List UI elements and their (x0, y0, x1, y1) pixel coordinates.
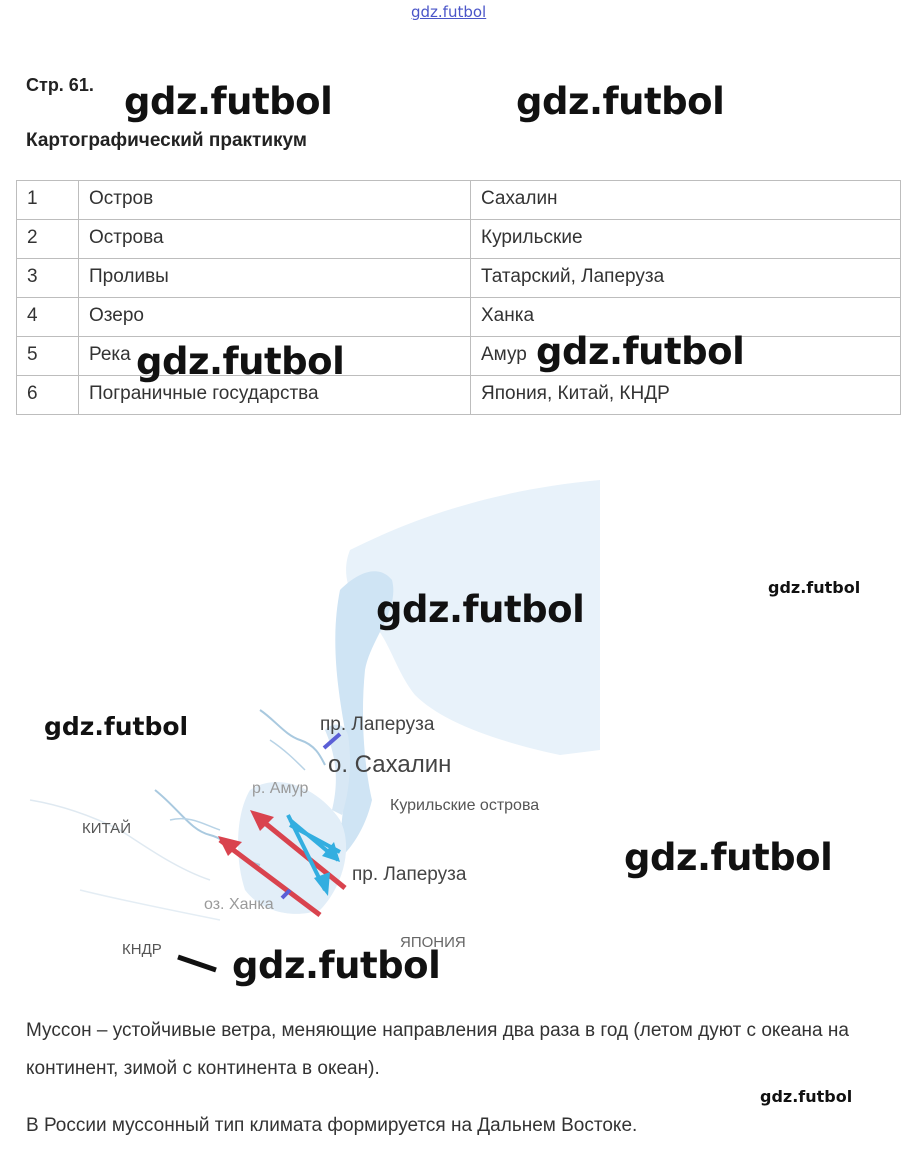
row-term: Острова (79, 220, 471, 259)
coastline (80, 890, 220, 920)
coastline (30, 800, 210, 880)
row-term: Остров (79, 181, 471, 220)
watermark: gdz.futbol (136, 340, 345, 383)
table-row (17, 259, 901, 298)
watermark: gdz.futbol (44, 712, 189, 741)
section-heading: Картографический практикум (26, 130, 307, 151)
row-number: 1 (17, 181, 79, 220)
row-answer: Япония, Китай, КНДР (471, 376, 901, 415)
table-row (17, 220, 901, 259)
watermark: gdz.futbol (232, 944, 441, 987)
river-branch (270, 740, 305, 770)
label-lake: оз. Ханка (204, 896, 274, 913)
label-strait-bottom: пр. Лаперуза (352, 864, 467, 885)
paragraph-monsoon: Муссон – устойчивые ветра, меняющие направления два раза в год (летом дуют с океана на континент, зимой с континента в океан). (26, 1020, 849, 1079)
row-term: Пограничные государства (79, 376, 471, 415)
row-number: 6 (17, 376, 79, 415)
watermark: gdz.futbol (536, 330, 745, 373)
table-row (17, 181, 901, 220)
row-number: 5 (17, 337, 79, 376)
amur-river (260, 710, 325, 765)
row-answer: Амур (471, 337, 901, 376)
row-number: 4 (17, 298, 79, 337)
row-answer: Ханка (471, 298, 901, 337)
watermark: gdz.futbol (768, 578, 861, 597)
row-term: Река (79, 337, 471, 376)
label-strait-top: пр. Лаперуза (320, 714, 435, 735)
label-kuril: Курильские острова (390, 797, 540, 814)
table-row (17, 298, 901, 337)
site-link[interactable]: gdz.futbol (411, 3, 487, 21)
watermark: gdz.futbol (760, 1087, 853, 1106)
watermark: gdz.futbol (624, 836, 833, 879)
paragraph-russia: В России муссонный тип климата формируется на Дальнем Востоке. (26, 1115, 638, 1136)
label-dprk: КНДР (122, 941, 162, 958)
watermark: gdz.futbol (516, 80, 725, 123)
row-term: Проливы (79, 259, 471, 298)
row-answer: Сахалин (471, 181, 901, 220)
row-number: 3 (17, 259, 79, 298)
label-japan: ЯПОНИЯ (400, 934, 466, 951)
watermark: gdz.futbol (124, 80, 333, 123)
page-reference: Стр. 61. (26, 75, 94, 95)
row-answer: Татарский, Лаперуза (471, 259, 901, 298)
border-marker (178, 957, 216, 970)
label-river: р. Амур (252, 780, 309, 797)
watermark: gdz.futbol (376, 588, 585, 631)
row-term: Озеро (79, 298, 471, 337)
label-island: о. Сахалин (328, 751, 452, 778)
row-number: 2 (17, 220, 79, 259)
row-answer: Курильские (471, 220, 901, 259)
label-china: КИТАЙ (82, 820, 131, 837)
